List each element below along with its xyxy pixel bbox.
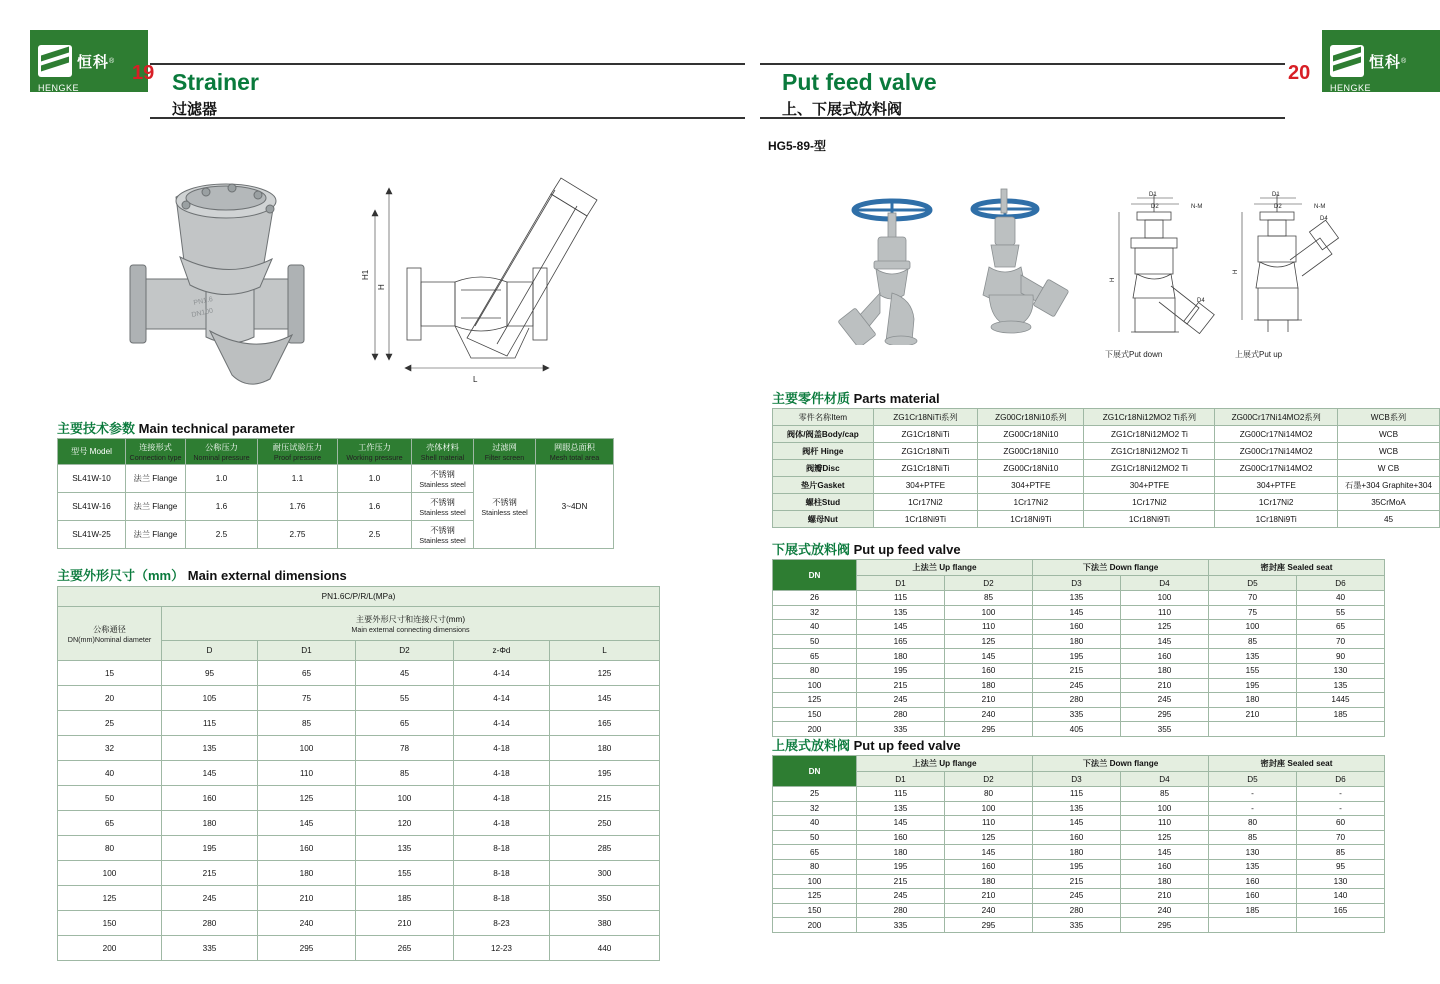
shell-material-cell: 不锈钢 Stainless steel: [412, 521, 474, 549]
parts-material-table: [772, 408, 1440, 528]
table-row: 150 280 240 335 295 210 185: [773, 707, 1385, 722]
right-page-title-band: [760, 63, 1285, 119]
dim-label-h: H: [377, 284, 386, 290]
hengke-logo-icon-right: [1330, 45, 1364, 77]
table-row: 125 245 210 245 210 160 140: [773, 889, 1385, 904]
table-row: 垫片Gasket 304+PTFE 304+PTFE 304+PTFE 304+PTFE 石墨+304 Graphite+304: [773, 477, 1440, 494]
table-row: 50 160 125 100 4-18 215: [58, 786, 660, 811]
valve-col-header: D3: [1033, 772, 1121, 787]
right-page-title-cn: 上、下展式放料阀: [782, 101, 903, 118]
section-heading-up-valve: 上展式放料阀 Put up feed valve: [772, 738, 961, 753]
left-page-title-band: [150, 63, 745, 119]
dim-col-header: z-Φd: [454, 641, 550, 661]
table-row: 25 115 80 115 85 - -: [773, 787, 1385, 802]
dim-col-header: L: [550, 641, 660, 661]
parts-col-header: 零件名称Item: [773, 409, 874, 426]
schematic-caption-down: 下展式Put down: [1105, 350, 1163, 359]
left-page-title-cn: 过滤器: [172, 101, 218, 118]
svg-text:PN1.6: PN1.6: [192, 296, 214, 307]
valve-col-header: D3: [1033, 576, 1121, 591]
section-heading-down-valve: 下展式放料阀 Put up feed valve: [772, 542, 961, 557]
table-row: 100 215 180 245 210 195 135: [773, 678, 1385, 693]
left-page-title-en: Strainer: [172, 69, 259, 95]
up-feed-valve-table: DN 上法兰 Up flange 下法兰 Down flange 密封座 Sealed seat D1 D2 D3 D4 D5 D6 25 115 80 115 85 - - 32 135 100 135 100 - - 40 145 110 145 110 80 60 50 160 125 160 125 85 70 65 180 145 180 145 130 85 80 195 160 195 160 135 95 100 215 180 215 180 160 130 125 245 210 245 210 160 140 150 280 240 280 240 185 165 200 335 295 335 295: [772, 755, 1385, 933]
dim-col-header: D2: [356, 641, 454, 661]
dim-label-l: L: [473, 375, 478, 384]
svg-text:H: H: [1110, 277, 1116, 282]
parts-col-header: ZG1Cr18NiTi系列: [873, 409, 978, 426]
page-header: [0, 30, 1440, 118]
table-row: 65 180 145 195 160 135 90: [773, 649, 1385, 664]
svg-text:N-M: N-M: [1314, 204, 1326, 210]
table-row: 螺母Nut 1Cr18Ni9Ti 1Cr18Ni9Ti 1Cr18Ni9Ti 1Cr18Ni9Ti 45: [773, 511, 1440, 528]
table-row: 40 145 110 160 125 100 65: [773, 620, 1385, 635]
valve-col-header: D6: [1297, 576, 1385, 591]
table-row: 80 195 160 215 180 155 130: [773, 663, 1385, 678]
logo-cn-text-right: 恒科: [1369, 53, 1402, 71]
table-row: 32 135 100 78 4-18 180: [58, 736, 660, 761]
parts-col-header: ZG00Cr17Ni14MO2系列: [1215, 409, 1338, 426]
model-code-label: HG5-89-型: [768, 139, 827, 153]
parts-col-header: WCB系列: [1337, 409, 1439, 426]
logo-registered-icon: ®: [109, 57, 115, 65]
svg-text:D2: D2: [1151, 204, 1159, 210]
table-row: 阀体/阀盖Body/cap ZG1Cr18NiTi ZG00Cr18Ni10 ZG1Cr18Ni12MO2 Ti ZG00Cr17Ni14MO2 WCB: [773, 426, 1440, 443]
logo-en-text: HENGKE: [38, 83, 80, 93]
table-row: SL41W-10 法兰 Flange 1.0 1.1 1.0 不锈钢 Stainless steel 不锈钢 Stainless steel 3~4DN: [58, 465, 614, 493]
table-row: 150 280 240 210 8-23 380: [58, 911, 660, 936]
valve-schematic-up: [1228, 190, 1348, 350]
hengke-logo-icon: [38, 45, 72, 77]
dim-label-h1: H1: [361, 269, 370, 280]
table-row: 150 280 240 280 240 185 165: [773, 903, 1385, 918]
table-row: 40 145 110 85 4-18 195: [58, 761, 660, 786]
valve-col-header: D2: [945, 576, 1033, 591]
dim-col-header: D: [162, 641, 258, 661]
table-row: 50 165 125 180 145 85 70: [773, 634, 1385, 649]
table-row: 65 180 145 180 145 130 85: [773, 845, 1385, 860]
section-heading-parts: 主要零件材质 Parts material: [772, 391, 940, 406]
table-row: 螺柱Stud 1Cr17Ni2 1Cr17Ni2 1Cr17Ni2 1Cr17Ni2 35CrMoA: [773, 494, 1440, 511]
section-heading-tech-param: 主要技术参数 Main technical parameter: [57, 421, 295, 436]
valve-col-header: D6: [1297, 772, 1385, 787]
shell-material-cell: 不锈钢 Stainless steel: [412, 465, 474, 493]
right-page-title-en: Put feed valve: [782, 69, 937, 95]
svg-text:D4: D4: [1320, 216, 1328, 222]
logo-cn-text: 恒科: [77, 53, 110, 71]
table-row: 125 245 210 185 8-18 350: [58, 886, 660, 911]
page-number-left: 19: [132, 62, 155, 84]
dim-table-pn-title: PN1.6C/P/R/L(MPa): [58, 587, 660, 607]
valve-col-header: D2: [945, 772, 1033, 787]
svg-text:N-M: N-M: [1191, 204, 1203, 210]
svg-text:D1: D1: [1149, 192, 1157, 198]
valve-photo-up: [955, 175, 1085, 345]
valve-col-header: D4: [1121, 772, 1209, 787]
table-row: 阀杆 Hinge ZG1Cr18NiTi ZG00Cr18Ni10 ZG1Cr18Ni12MO2 Ti ZG00Cr17Ni14MO2 WCB: [773, 443, 1440, 460]
parts-col-header: ZG00Cr18Ni10系列: [978, 409, 1084, 426]
svg-text:D2: D2: [1274, 204, 1282, 210]
table-row: 20 105 75 55 4-14 145: [58, 686, 660, 711]
section-heading-dimensions: 主要外形尺寸（mm） Main external dimensions: [57, 568, 347, 583]
parts-col-header: ZG1Cr18Ni12MO2 Ti系列: [1084, 409, 1215, 426]
mesh-area-cell: 3~4DN: [536, 465, 614, 549]
svg-text:D4: D4: [1197, 298, 1205, 304]
page-number-right: 20: [1288, 62, 1311, 84]
valve-col-header: D4: [1121, 576, 1209, 591]
table-row: 32 135 100 145 110 75 55: [773, 605, 1385, 620]
down-feed-valve-table: DN 上法兰 Up flange 下法兰 Down flange 密封座 Sealed seat D1 D2 D3 D4 D5 D6 26 115 85 135 100 70 40 32 135 100 145 110 75 55 40 145 110 160 125 100 65 50 165 125 180 145 85 70 65 180 145 195 160 135 90 80 195 160 215 180 155 130 100 215 180 245 210 195 135 125 245 210 280 245 180 1445 150 280 240 335 295 210 185 200 335 295 405 355: [772, 559, 1385, 737]
valve-col-header: D5: [1209, 772, 1297, 787]
table-row: 80 195 160 195 160 135 95: [773, 859, 1385, 874]
valve-col-header: D5: [1209, 576, 1297, 591]
table-row: 100 215 180 215 180 160 130: [773, 874, 1385, 889]
table-row: 25 115 85 65 4-14 165: [58, 711, 660, 736]
table-row: 65 180 145 120 4-18 250: [58, 811, 660, 836]
logo-registered-icon-right: ®: [1401, 57, 1407, 65]
table-row: 200 335 295 405 355: [773, 722, 1385, 737]
shell-material-cell: 不锈钢 Stainless steel: [412, 493, 474, 521]
logo-en-text-right: HENGKE: [1330, 83, 1372, 93]
table-row: 100 215 180 155 8-18 300: [58, 861, 660, 886]
filter-screen-cell: 不锈钢 Stainless steel: [474, 465, 536, 549]
table-row: 125 245 210 280 245 180 1445: [773, 693, 1385, 708]
table-row: 80 195 160 135 8-18 285: [58, 836, 660, 861]
svg-text:DN100: DN100: [190, 307, 214, 319]
table-row: 15 95 65 45 4-14 125: [58, 661, 660, 686]
logo-right: [1322, 30, 1440, 92]
table-row: 32 135 100 135 100 - -: [773, 801, 1385, 816]
tech-parameter-table: 型号 Model 连接形式 Connection type 公称压力 Nominal pressure 耐压试验压力 Proof pressure 工作压力 Working pressure 壳体材料 Shell material 过滤网 Filter screen 网眼总面积 Mesh total area SL41W-10 法兰 Flange 1.0 1.1 1.0 不锈钢 Stainless steel 不锈钢 Stainless steel 3~4DN SL41W-16 法兰 Flange 1.6 1.76 1.6 不锈钢 Stainless steel SL41W-25 法兰 Flange 2.5 2.75 2.5 不锈钢 Stainless steel: [57, 438, 614, 549]
dimensions-table: PN1.6C/P/R/L(MPa) 公称通径 DN(mm)Nominal diameter 主要外形尺寸和连接尺寸(mm) Main external connecting dimensions D D1 D2 z-Φd L 15 95 65 45 4-14 125 20 105 75 55 4-14 145 25 115 85 65 4-14 165 32 135 100 78 4-18 180 40 145 110 85 4-18 195 50 160 125 100 4-18 215 65 180 145 120 4-18 250 80 195 160 135 8-18 285 100 215 180 155 8-18 300 125 245 210 185 8-18 350 150 280 240 210 8-23 380 200 335 295 265 12-23 440: [57, 586, 660, 961]
dim-col-header: D1: [258, 641, 356, 661]
valve-col-header: D1: [857, 576, 945, 591]
table-row: SL41W-25 法兰 Flange 2.5 2.75 2.5 不锈钢 Stainless steel: [58, 521, 614, 549]
table-row: 阀瓣Disc ZG1Cr18NiTi ZG00Cr18Ni10 ZG1Cr18Ni12MO2 Ti ZG00Cr17Ni14MO2 W CB: [773, 460, 1440, 477]
valve-col-header: D1: [857, 772, 945, 787]
table-row: 50 160 125 160 125 85 70: [773, 830, 1385, 845]
valve-photo-down: [830, 175, 960, 345]
table-row: 200 335 295 265 12-23 440: [58, 936, 660, 961]
table-row: 200 335 295 335 295: [773, 918, 1385, 933]
table-row: SL41W-16 法兰 Flange 1.6 1.76 1.6 不锈钢 Stainless steel: [58, 493, 614, 521]
strainer-photo: [110, 145, 360, 385]
svg-text:H: H: [1233, 269, 1239, 274]
table-row: 40 145 110 145 110 80 60: [773, 816, 1385, 831]
strainer-technical-drawing: [355, 150, 645, 390]
table-row: 26 115 85 135 100 70 40: [773, 591, 1385, 606]
logo-left: [30, 30, 148, 92]
valve-schematic-down: [1105, 190, 1225, 350]
svg-text:D1: D1: [1272, 192, 1280, 198]
schematic-caption-up: 上展式Put up: [1235, 350, 1283, 359]
